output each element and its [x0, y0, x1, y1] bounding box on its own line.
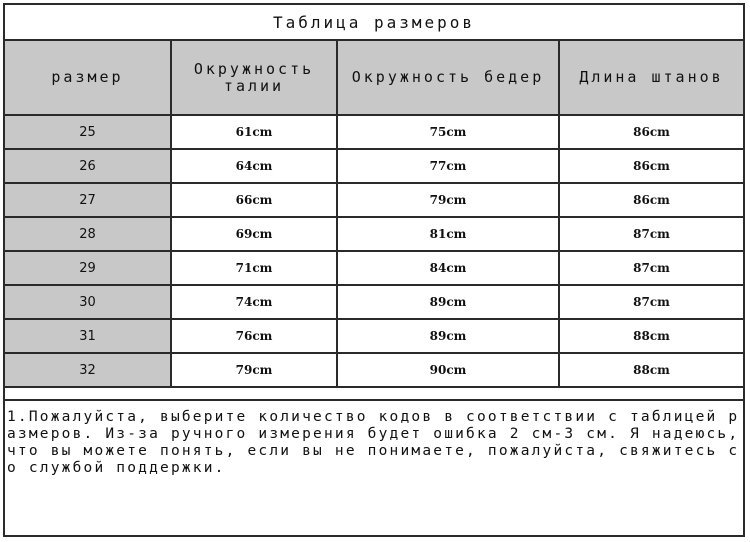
header-size: размер: [5, 41, 171, 115]
measurement-note: 1.Пожалуйста, выберите количество кодов в соответствии с таблицей размеров. Из-за ручного измерения будет ошибка 2 см-3 см. Я надеюсь, что вы можете понять, если вы не понимаете, пожалуйста, свяжитесь со службой поддержки.: [7, 409, 740, 476]
hips-cell: 75cm: [337, 115, 559, 149]
hips-cell: 90cm: [337, 353, 559, 387]
header-waist: Окружность талии: [171, 41, 337, 115]
chart-title: Таблица размеров: [5, 5, 743, 41]
hips-cell: 89cm: [337, 319, 559, 353]
hips-cell: 77cm: [337, 149, 559, 183]
size-cell: 25: [5, 115, 171, 149]
hips-cell: 84cm: [337, 251, 559, 285]
size-chart: [3, 3, 745, 537]
table-row: [5, 251, 743, 285]
divider: [5, 388, 743, 401]
size-cell: 30: [5, 285, 171, 319]
table-row: [5, 115, 743, 149]
header-hips: Окружность бедер: [337, 41, 559, 115]
size-cell: 32: [5, 353, 171, 387]
length-cell: 87cm: [559, 285, 743, 319]
waist-cell: 74cm: [171, 285, 337, 319]
length-cell: 86cm: [559, 115, 743, 149]
waist-cell: 66cm: [171, 183, 337, 217]
hips-cell: 81cm: [337, 217, 559, 251]
hips-cell: 89cm: [337, 285, 559, 319]
waist-cell: 76cm: [171, 319, 337, 353]
table-row: [5, 149, 743, 183]
length-cell: 88cm: [559, 353, 743, 387]
waist-cell: 69cm: [171, 217, 337, 251]
waist-cell: 64cm: [171, 149, 337, 183]
table-row: [5, 183, 743, 217]
waist-cell: 61cm: [171, 115, 337, 149]
table-row: [5, 353, 743, 387]
waist-cell: 71cm: [171, 251, 337, 285]
size-cell: 28: [5, 217, 171, 251]
waist-cell: 79cm: [171, 353, 337, 387]
table-row: [5, 285, 743, 319]
table-row: [5, 319, 743, 353]
size-cell: 26: [5, 149, 171, 183]
size-cell: 27: [5, 183, 171, 217]
size-cell: 29: [5, 251, 171, 285]
length-cell: 86cm: [559, 149, 743, 183]
size-table: [5, 41, 743, 388]
size-cell: 31: [5, 319, 171, 353]
header-length: Длина штанов: [559, 41, 743, 115]
header-row: [5, 41, 743, 115]
length-cell: 87cm: [559, 251, 743, 285]
hips-cell: 79cm: [337, 183, 559, 217]
length-cell: 87cm: [559, 217, 743, 251]
table-row: [5, 217, 743, 251]
length-cell: 88cm: [559, 319, 743, 353]
length-cell: 86cm: [559, 183, 743, 217]
